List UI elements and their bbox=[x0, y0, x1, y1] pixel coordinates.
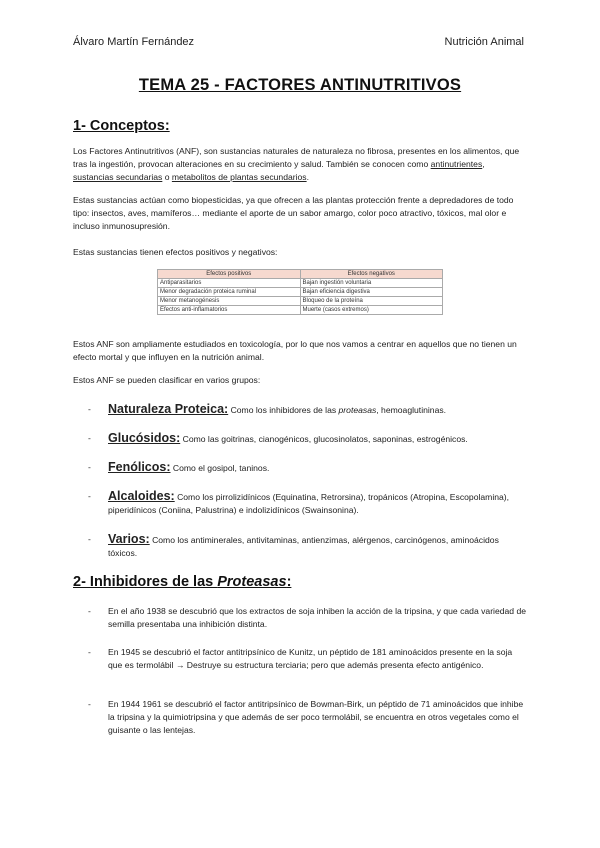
author-name: Álvaro Martín Fernández bbox=[73, 36, 195, 48]
list-item bbox=[88, 605, 528, 631]
bullet-dash: - bbox=[88, 606, 91, 616]
sep-2: o bbox=[162, 172, 172, 182]
table-cell: Bloqueo de la proteína bbox=[300, 297, 443, 306]
list-item bbox=[88, 533, 528, 560]
group-text: Como los inhibidores de las bbox=[228, 405, 339, 415]
paragraph-toxicology: Estos ANF son ampliamente estudiados en toxicología, por lo que nos vamos a centrar en aquellos que no tienen un efecto mortal y que influyen en la nutrición animal. bbox=[73, 339, 517, 362]
heading-colon: : bbox=[286, 574, 292, 590]
heading-text: 2- Inhibidores de las bbox=[73, 574, 218, 590]
sep-3: . bbox=[306, 172, 309, 182]
table-cell: Bajan ingestión voluntaria bbox=[300, 279, 443, 288]
list-item bbox=[88, 461, 528, 475]
paragraph-biopesticides: Estas sustancias actúan como biopesticidas, ya que ofrecen a las plantas protección frente a depredadores de todo tipo: insectos, aves, mamíferos… mediante el aporte de un sabor amargo, color poco atractivo, tóxicos, mal olor e incluso inmunosupresión. bbox=[73, 195, 514, 231]
history-item-text: En el año 1938 se descubrió que los extractos de soja inhiben la acción de la tripsina, y que cada variedad de semilla presentaba una inhibición distinta. bbox=[108, 606, 527, 629]
group-name: Glucósidos: bbox=[108, 431, 181, 445]
synonym-1: antinutrientes bbox=[430, 159, 483, 169]
sep-1: , bbox=[482, 159, 485, 169]
table-cell: Efectos anti-inflamatorios bbox=[158, 306, 301, 315]
table-cell: Muerte (casos extremos) bbox=[300, 306, 443, 315]
paragraph-definition bbox=[73, 145, 523, 184]
list-item bbox=[88, 646, 528, 672]
bullet-dash: - bbox=[88, 404, 91, 414]
effects-table bbox=[157, 269, 443, 315]
table-row bbox=[158, 297, 443, 306]
subject-name: Nutrición Animal bbox=[444, 36, 524, 48]
group-name: Varios: bbox=[108, 532, 150, 546]
heading-italic: Proteasas bbox=[217, 574, 287, 590]
page-title: TEMA 25 - FACTORES ANTINUTRITIVOS bbox=[138, 76, 462, 94]
table-cell: Bajan eficiencia digestiva bbox=[300, 288, 443, 297]
list-item bbox=[88, 403, 528, 417]
header-positive: Efectos positivos bbox=[158, 270, 301, 279]
group-text: Como las goitrinas, cianogénicos, glucosinolatos, saponinas, estrogénicos. bbox=[180, 434, 468, 444]
paragraph-groups-intro: Estos ANF se pueden clasificar en varios grupos: bbox=[73, 375, 261, 385]
bullet-dash: - bbox=[88, 433, 91, 443]
bullet-dash: - bbox=[88, 647, 91, 657]
paragraph-effects-intro: Estas sustancias tienen efectos positivos y negativos: bbox=[73, 247, 278, 257]
list-item bbox=[88, 490, 528, 517]
list-item bbox=[88, 698, 528, 737]
header-negative: Efectos negativos bbox=[300, 270, 443, 279]
group-italic: proteasas bbox=[338, 405, 377, 415]
section-heading-conceptos: 1- Conceptos: bbox=[73, 118, 170, 134]
bullet-dash: - bbox=[88, 462, 91, 472]
section-heading-proteasas bbox=[73, 574, 291, 590]
table-cell: Antiparasitarios bbox=[158, 279, 301, 288]
group-text-end: , hemoaglutininas. bbox=[376, 405, 447, 415]
bullet-dash: - bbox=[88, 534, 91, 544]
synonym-2: sustancias secundarias bbox=[73, 172, 163, 182]
table-row bbox=[158, 279, 443, 288]
history-item-text: En 1945 se descubrió el factor antitripsínico de Kunitz, un péptido de 181 aminoácidos presente en la soja que es termolábil → Destruye su estructura terciaria; pero que además presenta efecto antigénico. bbox=[108, 647, 513, 670]
group-name: Alcaloides: bbox=[108, 489, 175, 503]
group-text: Como los antiminerales, antivitaminas, antienzimas, alérgenos, carcinógenos, aminoácidos tóxicos. bbox=[108, 535, 499, 558]
synonym-3: metabolitos de plantas secundarios bbox=[171, 172, 307, 182]
table-header-row bbox=[158, 270, 443, 279]
group-name: Naturaleza Proteica: bbox=[108, 402, 229, 416]
group-text: Como el gosipol, taninos. bbox=[170, 463, 270, 473]
page-header bbox=[73, 36, 524, 48]
group-name: Fenólicos: bbox=[108, 460, 171, 474]
definition-text: Los Factores Antinutritivos (ANF), son sustancias naturales de naturaleza no fibrosa, presentes en los alimentos, que tras la ingestión, provocan alteraciones en su crecimiento y salud. También se conocen como bbox=[73, 146, 520, 169]
bullet-dash: - bbox=[88, 491, 91, 501]
table-cell: Menor metanogénesis bbox=[158, 297, 301, 306]
table-row bbox=[158, 288, 443, 297]
bullet-dash: - bbox=[88, 699, 91, 709]
table-row bbox=[158, 306, 443, 315]
list-item bbox=[88, 432, 528, 446]
table-cell: Menor degradación proteica ruminal bbox=[158, 288, 301, 297]
history-item-text: En 1944 1961 se descubrió el factor antitripsínico de Bowman-Birk, un péptido de 71 aminoácidos que inhibe la tripsina y la quimiotripsina y que además de ser poco termolábil, se encuentra en otros vegetales como el guisante o las lentejas. bbox=[108, 699, 524, 735]
group-text: Como los pirrolizidínicos (Equinatina, Retrorsina), tropánicos (Atropina, Escopolamina), piperidínicos (Coniina, Palustrina) e indolizidínicos (Swainsonina). bbox=[108, 492, 510, 515]
